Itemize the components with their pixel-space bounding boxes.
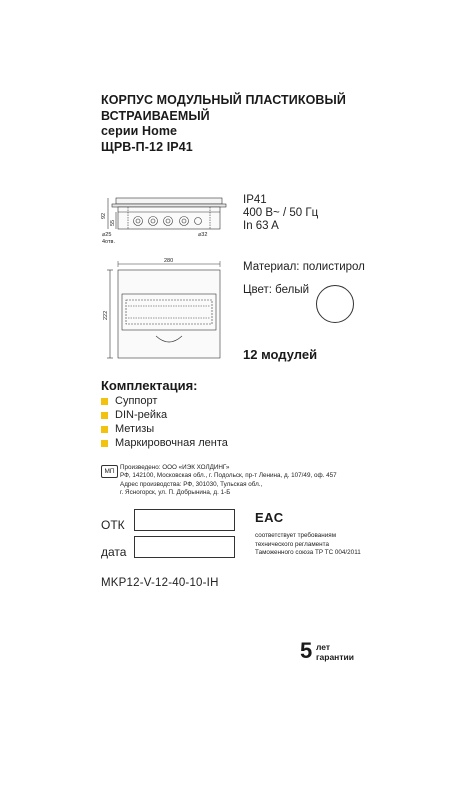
- producer-line-1: Произведено: ООО «ИЭК ХОЛДИНГ»: [120, 464, 230, 471]
- otk-stamp-box: [134, 509, 235, 531]
- date-stamp-box: [134, 536, 235, 558]
- dim-width: 280: [164, 258, 174, 264]
- conformity-text: [255, 532, 361, 558]
- color-label: Цвет: белый: [243, 284, 310, 296]
- product-title: [101, 93, 346, 155]
- title-line-2: ВСТРАИВАЕМЫЙ: [101, 108, 210, 123]
- dim-hole-left: ⌀25: [102, 232, 112, 238]
- technical-drawing: [98, 190, 228, 362]
- kit-item: [101, 394, 228, 408]
- kit-title: Комплектация:: [101, 378, 198, 393]
- bullet-icon: [101, 412, 108, 419]
- conformity-line-1: соответствует требованиям: [255, 532, 337, 539]
- conformity-line-2: технического регламента: [255, 540, 329, 548]
- kit-item: [101, 408, 228, 422]
- kit-list: [101, 394, 228, 450]
- title-line-3: серии Home: [101, 124, 178, 138]
- warranty-line-2: гарантии: [316, 651, 354, 662]
- spec-voltage: 400 В~ / 50 Гц: [243, 207, 319, 219]
- conformity-line-3: Таможенного союза ТР ТС 004/2011: [255, 549, 361, 557]
- date-label: дата: [101, 545, 127, 559]
- producer-line-3: Адрес производства: РФ, 301030, Тульская обл.,: [120, 480, 263, 488]
- kit-item-label: Суппорт: [115, 395, 158, 407]
- producer-line-2: РФ, 142100, Московская обл., г. Подольск, пр-т Ленина, д. 107/49, оф. 457: [120, 472, 337, 480]
- article-number: MKP12-V-12-40-10-IH: [101, 577, 219, 589]
- title-line-4: ЩРВ-П-12 IP41: [101, 139, 193, 154]
- front-view: [107, 270, 220, 358]
- kit-item-label: Маркировочная лента: [115, 437, 228, 449]
- kit-item-label: Метизы: [115, 423, 155, 435]
- otk-label: ОТК: [101, 518, 125, 532]
- bullet-icon: [101, 426, 108, 433]
- producer-line-4: г. Ясногорск, ул. П. Добрынина, д. 1-Б: [120, 489, 231, 497]
- warranty-years: 5: [300, 638, 313, 663]
- spec-ip: IP41: [243, 194, 267, 206]
- color-swatch: [316, 285, 354, 323]
- dim-hole-count: 4отв.: [102, 239, 115, 245]
- dim-front-height: 222: [103, 310, 109, 320]
- warranty-label: [316, 643, 354, 662]
- kit-item: [101, 436, 228, 450]
- producer-info: [120, 464, 337, 498]
- kit-item-label: DIN-рейка: [115, 409, 168, 421]
- modules-count: 12 модулей: [243, 347, 318, 362]
- bullet-icon: [101, 398, 108, 405]
- side-view: [108, 198, 226, 229]
- dim-inner: 55: [110, 219, 116, 226]
- kit-item: [101, 422, 228, 436]
- dim-hole-right: ⌀32: [198, 232, 208, 238]
- warranty-line-1: лет: [316, 642, 331, 652]
- eac-mark-logo: ЕАС: [255, 510, 284, 525]
- dim-height: 92: [101, 212, 107, 219]
- producer-badge: МП: [101, 465, 118, 478]
- electrical-specs: [243, 194, 318, 233]
- bullet-icon: [101, 440, 108, 447]
- title-line-1: КОРПУС МОДУЛЬНЫЙ ПЛАСТИКОВЫЙ: [101, 93, 346, 107]
- material-label: Материал: полистирол: [243, 261, 365, 273]
- spec-current: In 63 A: [243, 220, 279, 232]
